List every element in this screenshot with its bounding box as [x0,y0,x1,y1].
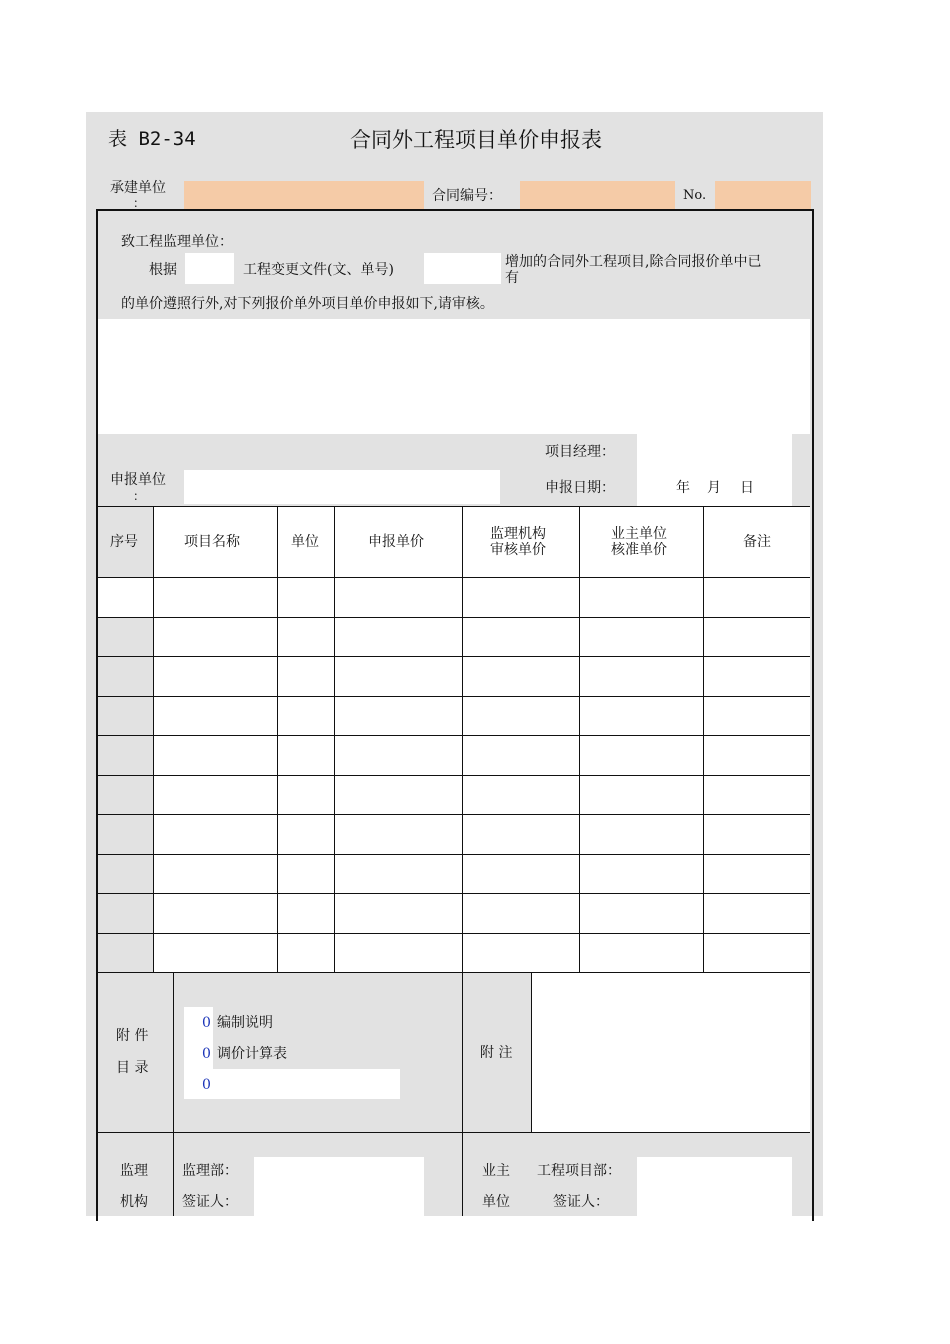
attach-count-2[interactable]: 0 [202,1046,211,1062]
contractor-label-colon: ： [133,196,146,210]
contractor-label: 承建单位 [110,180,166,196]
attach-item-2: 调价计算表 [217,1046,287,1062]
signoff-divider [173,1132,174,1216]
attach-label-line2: 目 录 [116,1060,149,1076]
declare-date-label: 申报日期： [545,480,615,496]
intro-line3: 的单价遵照行外,对下列报价单外项目单价申报如下,请审核。 [121,296,494,312]
contractor-input[interactable] [184,181,424,209]
table-row[interactable] [99,736,810,775]
header-item-name: 项目名称 [184,534,240,550]
pm-label: 项目经理： [545,444,615,460]
attach-label-line1: 附 件 [116,1028,149,1044]
table-row[interactable] [99,578,810,617]
owner-dept-label: 工程项目部： [537,1163,621,1179]
header-remark: 备注 [743,534,771,550]
no-label: No. [683,188,707,203]
contract-no-label: 合同编号： [432,188,502,204]
basis-input[interactable] [185,253,234,284]
date-day: 日 [740,480,754,496]
basis-label: 根据 [149,262,177,278]
attach-item-1: 编制说明 [217,1015,273,1031]
form-title: 合同外工程项目单价申报表 [350,128,602,152]
owner-label-line2: 单位 [482,1194,510,1210]
table-row[interactable] [99,776,810,815]
attach-divider-2 [462,972,463,1216]
change-doc-label: 工程变更文件(文、单号) [243,262,394,278]
date-month: 月 [707,480,721,496]
intro-added-line1: 增加的合同外工程项目,除合同报价单中已 [505,254,762,270]
attach-divider-1 [173,972,174,1132]
supervisor-signer-label: 签证人： [182,1194,238,1210]
owner-label-line1: 业主 [482,1163,510,1179]
table-row[interactable] [99,934,810,973]
declare-unit-colon: ： [133,489,146,503]
header-audit-line1: 监理机构 [490,526,546,542]
signoff-top-line [98,1132,810,1133]
supervisor-label-line2: 机构 [120,1194,148,1210]
supervisor-sign-area[interactable] [254,1157,424,1216]
date-year: 年 [676,480,690,496]
note-area[interactable] [532,973,810,1132]
no-input[interactable] [715,181,811,209]
table-row[interactable] [99,815,810,854]
declare-unit-label: 申报单位 [110,472,166,488]
attach-count-3[interactable]: 0 [202,1077,211,1093]
declare-unit-input[interactable] [184,470,500,504]
table-row[interactable] [99,697,810,736]
contract-no-input[interactable] [520,181,675,209]
owner-sign-area[interactable] [637,1157,792,1216]
change-doc-input[interactable] [424,253,501,284]
intro-added-line2: 有 [505,270,519,286]
supervisor-dept-label: 监理部： [182,1163,238,1179]
header-unit: 单位 [291,534,319,550]
table-row[interactable] [99,657,810,696]
owner-signer-label: 签证人： [553,1194,609,1210]
table-row[interactable] [99,618,810,657]
supervisor-label-line1: 监理 [120,1163,148,1179]
header-owner-line2: 核准单价 [611,542,667,558]
attach-extra-input[interactable] [184,1069,400,1099]
header-declared-price: 申报单价 [368,534,424,550]
content-area[interactable] [98,319,810,434]
header-seq: 序号 [110,534,138,550]
header-owner-line1: 业主单位 [611,526,667,542]
attach-count-1[interactable]: 0 [202,1015,211,1031]
intro-to-supervisor: 致工程监理单位： [121,234,233,250]
form-code: 表 B2-34 [108,128,196,150]
table-row[interactable] [99,855,810,894]
table-row[interactable] [99,894,810,933]
note-label: 附 注 [480,1045,513,1061]
header-audit-line2: 审核单价 [490,542,546,558]
